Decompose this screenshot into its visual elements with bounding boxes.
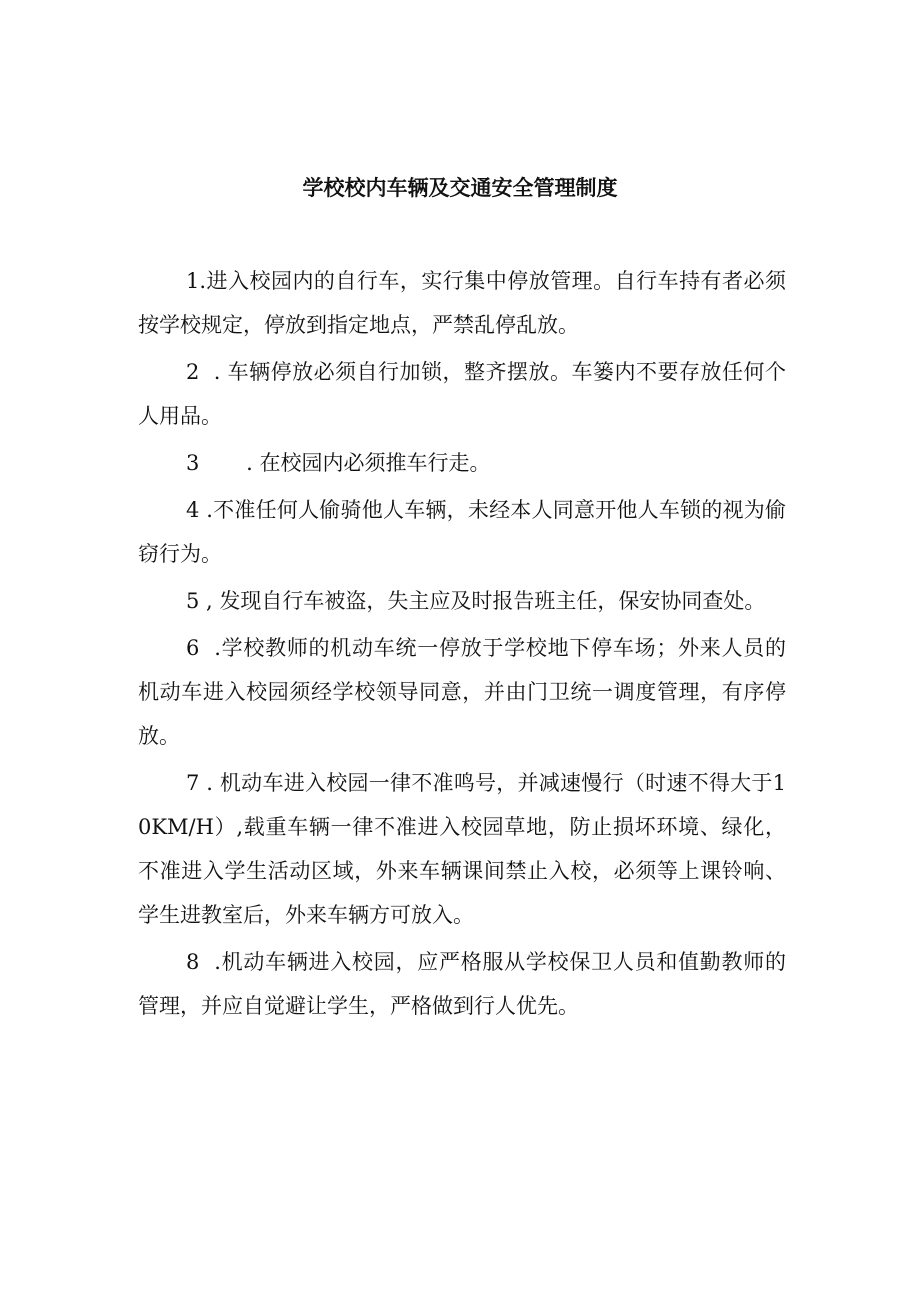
rule-item-5	[138, 579, 786, 623]
rule-separator: .	[199, 269, 207, 293]
rule-number: 6	[186, 636, 200, 660]
rule-number: 5	[186, 589, 200, 613]
rule-number: 2	[186, 360, 200, 384]
rule-item-3	[138, 441, 786, 485]
rule-separator: .	[199, 636, 221, 660]
rule-separator: .	[199, 771, 220, 795]
rule-text: 学校教师的机动车统一停放于学校地下停车场；外来人员的机动车进入校园须经学校领导同意，并由门卫统一调度管理，有序停放。	[138, 636, 786, 748]
rule-number: 3	[186, 451, 200, 475]
rule-text: 在校园内必须推车行走。	[259, 451, 491, 475]
rule-text: 发现自行车被盗，失主应及时报告班主任，保安协同查处。	[219, 589, 766, 613]
rule-item-2	[138, 350, 786, 438]
rule-item-7	[138, 761, 786, 937]
rule-item-8	[138, 940, 786, 1028]
rule-text: 机动车辆进入校园，应严格服从学校保卫人员和值勤教师的管理，并应自觉避让学生，严格做到行人优先。	[138, 950, 786, 1018]
rule-separator: .	[199, 360, 228, 384]
rule-number: 7	[186, 771, 200, 795]
rule-text: 不准任何人偷骑他人车辆，未经本人同意开他人车锁的视为偷窃行为。	[138, 498, 786, 566]
rule-separator: ,	[199, 589, 220, 613]
rule-separator: .	[199, 950, 221, 974]
rule-text: 车辆停放必须自行加锁，整齐摆放。车篓内不要存放任何个人用品。	[138, 360, 787, 428]
document-title: 学校校内车辆及交通安全管理制度	[302, 176, 618, 200]
rule-text: 进入校园内的自行车，实行集中停放管理。自行车持有者必须按学校规定，停放到指定地点，严禁乱停乱放。	[138, 269, 786, 337]
rule-number: 4	[186, 498, 200, 522]
rule-text: 机动车进入校园一律不准鸣号，并减速慢行（时速不得大于10KM/H）,载重车辆一律不准进入校园草地，防止损坏环境、绿化，不准进入学生活动区域，外来车辆课间禁止入校，必须等上课铃响、学生进教室后，外来车辆方可放入。	[138, 771, 786, 927]
rule-item-1	[138, 259, 786, 347]
rule-number: 1	[186, 269, 200, 293]
rule-separator: .	[199, 451, 260, 475]
document-body	[138, 259, 786, 1031]
rule-item-4	[138, 488, 786, 576]
rule-number: 8	[186, 950, 200, 974]
rule-separator: .	[199, 498, 213, 522]
rule-item-6	[138, 626, 786, 758]
